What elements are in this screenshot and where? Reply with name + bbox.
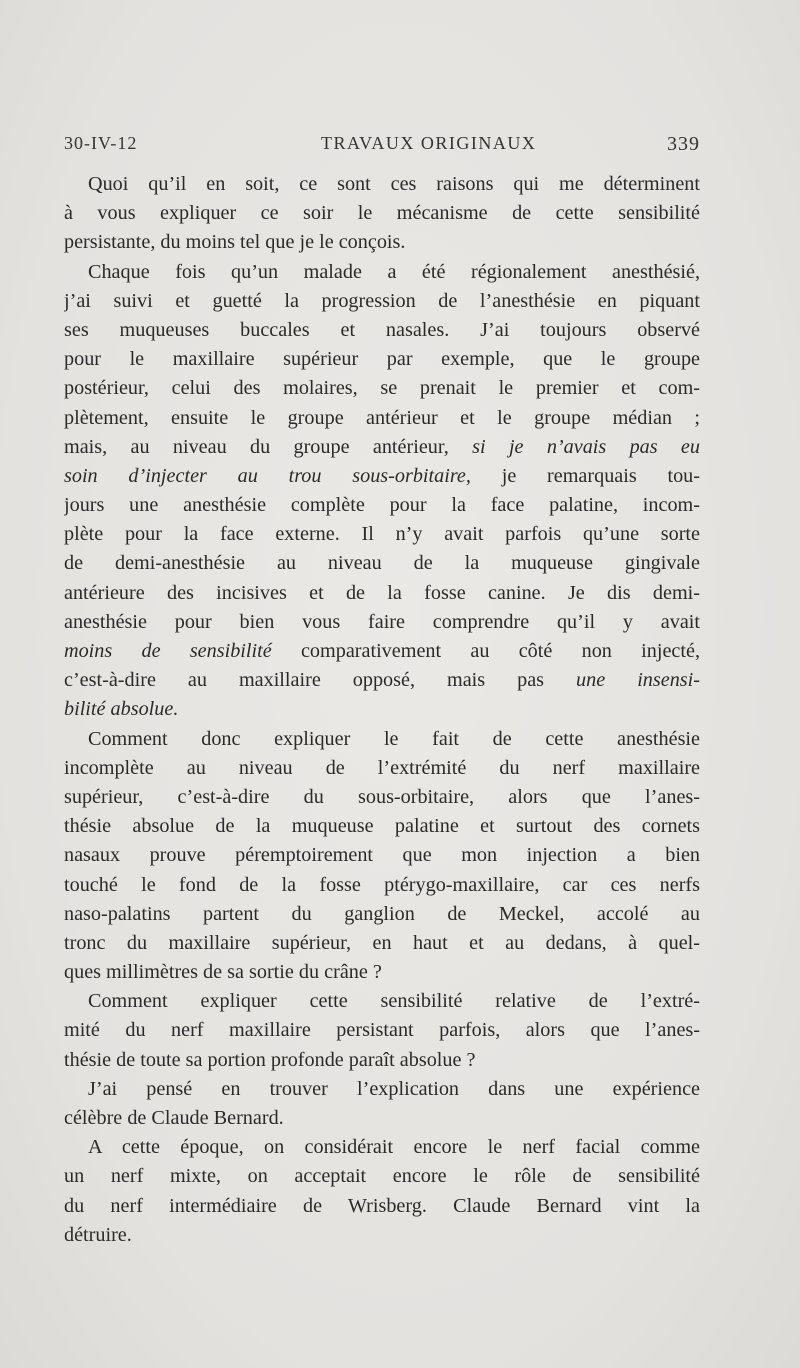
line-text: plètement, ensuite le groupe antérieur et le groupe médian ;: [64, 406, 700, 429]
text-line: [64, 1016, 700, 1045]
line-text: tronc du maxillaire supérieur, en haut et au dedans, à quel-: [64, 931, 700, 954]
line-text: anesthésie pour bien vous faire comprendre qu’il y avait: [64, 610, 700, 633]
line-text: mité du nerf maxillaire persistant parfois, alors que l’anes-: [64, 1019, 700, 1042]
text-line: [64, 374, 700, 403]
text-line: [64, 170, 700, 199]
line-text: ques millimètres de sa sortie du crâne ?: [64, 961, 382, 984]
text-line: [64, 1046, 700, 1075]
line-text: détruire.: [64, 1223, 132, 1246]
text-line: [64, 1133, 700, 1162]
text-line: [64, 900, 700, 929]
line-text-after: je remarquais tou-: [470, 464, 700, 487]
line-text: mais, au niveau du groupe antérieur,: [64, 435, 473, 458]
text-line: [64, 316, 700, 345]
line-text: postérieur, celui des molaires, se prenait le premier et com-: [64, 377, 700, 400]
line-text: antérieure des incisives et de la fosse canine. Je dis demi-: [64, 581, 700, 604]
line-text: j’ai suivi et guetté la progression de l’anesthésie en piquant: [64, 289, 700, 312]
line-text-after: comparativement au côté non injecté,: [271, 640, 700, 662]
line-text: Chaque fois qu’un malade a été régionalement anesthésié,: [88, 260, 700, 283]
line-text: thésie de toute sa portion profonde paraît absolue ?: [64, 1048, 476, 1071]
line-text: à vous expliquer ce soir le mécanisme de cette sensibilité: [64, 202, 700, 225]
line-text: Comment donc expliquer le fait de cette anesthésie: [88, 727, 700, 750]
text-line: [64, 520, 700, 549]
text-line: [64, 1162, 700, 1191]
line-text: du nerf intermédiaire de Wrisberg. Claude Bernard vint la: [64, 1194, 700, 1217]
text-line: [64, 549, 700, 578]
text-line: [64, 287, 700, 316]
line-italic-text: si je n’avais pas eu: [472, 435, 700, 458]
text-line: [64, 841, 700, 870]
line-text: persistante, du moins tel que je le conçois.: [64, 231, 406, 254]
page-number: 339: [667, 133, 700, 155]
text-line: [64, 987, 700, 1016]
text-line: [64, 608, 700, 637]
line-text: naso-palatins partent du ganglion de Meckel, accolé au: [64, 902, 700, 925]
text-line: [64, 433, 700, 462]
header-date: 30-IV-12: [64, 133, 138, 153]
text-line: [64, 1104, 700, 1133]
text-line: [64, 725, 700, 754]
text-line: [64, 812, 700, 841]
line-text: thésie absolue de la muqueuse palatine et surtout des cornets: [64, 815, 700, 838]
text-line: [64, 579, 700, 608]
text-line: [64, 345, 700, 374]
line-text: de demi-anesthésie au niveau de la muqueuse gingivale: [64, 552, 700, 575]
text-line: [64, 1221, 700, 1250]
text-line: [64, 258, 700, 287]
line-text: J’ai pensé en trouver l’explication dans une expérience: [88, 1077, 700, 1100]
line-text: Comment expliquer cette sensibilité relative de l’extré-: [88, 990, 700, 1013]
line-text: c’est-à-dire au maxillaire opposé, mais pas: [64, 669, 577, 692]
text-line: [64, 491, 700, 520]
text-line: [64, 404, 700, 433]
line-text: A cette époque, on considérait encore le nerf facial comme: [88, 1136, 700, 1159]
line-italic-text: bilité absolue.: [64, 698, 179, 721]
text-line: [64, 637, 700, 666]
line-text: jours une anesthésie complète pour la face palatine, incom-: [64, 494, 700, 517]
line-text: pour le maxillaire supérieur par exemple, que le groupe: [64, 348, 700, 371]
line-text: plète pour la face externe. Il n’y avait parfois qu’une sorte: [64, 523, 700, 546]
text-line: [64, 929, 700, 958]
text-line: [64, 754, 700, 783]
text-line: [64, 666, 700, 695]
text-line: [64, 871, 700, 900]
line-text: un nerf mixte, on acceptait encore le rôle de sensibilité: [64, 1165, 700, 1188]
header-title: TRAVAUX ORIGINAUX: [321, 133, 537, 153]
line-text: touché le fond de la fosse ptérygo-maxillaire, car ces nerfs: [64, 873, 700, 896]
text-line: [64, 199, 700, 228]
line-italic-text: moins de sensibilité: [64, 640, 272, 662]
text-line: [64, 958, 700, 987]
line-text: ses muqueuses buccales et nasales. J’ai toujours observé: [64, 318, 700, 341]
body-text: [64, 170, 700, 1250]
line-text: nasaux prouve péremptoirement que mon injection a bien: [64, 844, 700, 867]
line-italic-text: soin d’injecter au trou sous-orbitaire,: [64, 464, 471, 487]
running-header: [64, 133, 700, 159]
text-line: [64, 783, 700, 812]
line-text: Quoi qu’il en soit, ce sont ces raisons qui me déterminent: [88, 173, 700, 195]
text-line: [64, 1192, 700, 1221]
line-italic-text: une insensi-: [576, 669, 700, 692]
line-text: célèbre de Claude Bernard.: [64, 1107, 284, 1129]
text-line: [64, 228, 700, 257]
line-text: incomplète au niveau de l’extrémité du nerf maxillaire: [64, 756, 700, 779]
text-line: [64, 1075, 700, 1104]
text-line: [64, 695, 700, 724]
line-text: supérieur, c’est-à-dire du sous-orbitaire, alors que l’anes-: [64, 785, 700, 808]
text-line: [64, 462, 700, 491]
